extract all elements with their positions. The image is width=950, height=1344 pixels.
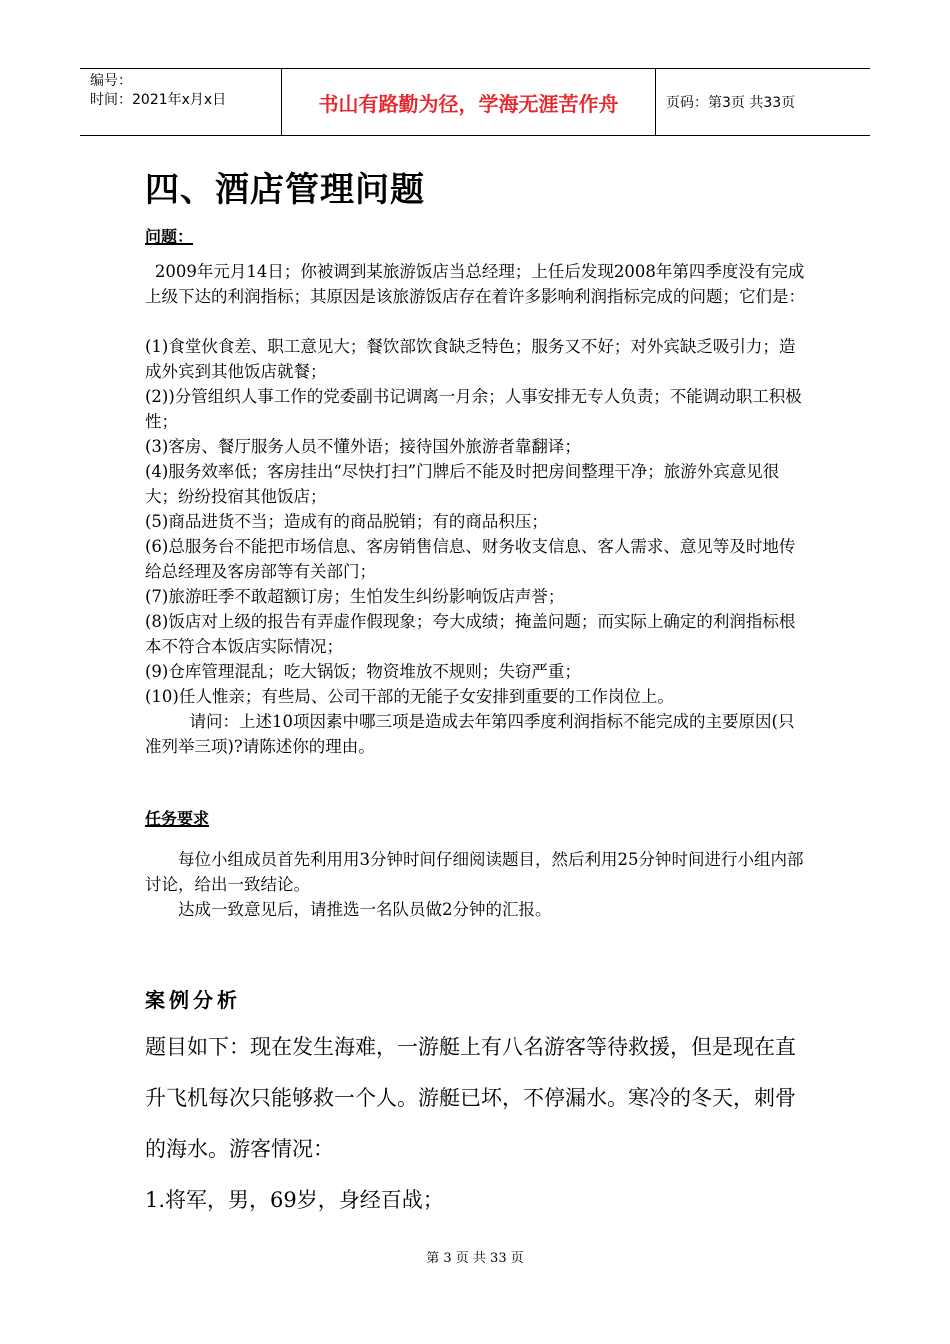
problem-question: 请问：上述10项因素中哪三项是造成去年第四季度利润指标不能完成的主要原因(只准列举三项)?请陈述你的理由。 <box>145 712 795 756</box>
problem-item: (4)服务效率低；客房挂出“尽快打扫”门牌后不能及时把房间整理干净；旅游外宾意见很大；纷纷投宿其他饭店； <box>145 462 780 506</box>
page-header <box>80 68 870 136</box>
problem-item: (2))分管组织人事工作的党委副书记调离一月余；人事安排无专人负责；不能调动职工积极性； <box>145 387 802 431</box>
problem-item: (5)商品进货不当；造成有的商品脱销；有的商品积压； <box>145 512 548 531</box>
problem-intro: 2009年元月14日；你被调到某旅游饭店当总经理；上任后发现2008年第四季度没有完成上级下达的利润指标；其原因是该旅游饭店存在着许多影响利润指标完成的问题；它们是： <box>145 262 805 306</box>
time-label: 时间：2021年x月x日 <box>90 92 227 108</box>
problem-item: (8)饭店对上级的报告有弄虚作假现象；夸大成绩；掩盖问题；而实际上确定的利润指标根本不符合本饭店实际情况； <box>145 612 796 656</box>
task-heading: 任务要求 <box>145 809 210 828</box>
problem-item: (6)总服务台不能把市场信息、客房销售信息、财务收支信息、客人需求、意见等及时地传给总经理及客房部等有关部门； <box>145 537 796 581</box>
task-line: 每位小组成员首先利用用3分钟时间仔细阅读题目，然后利用25分钟时间进行小组内部讨论，给出一致结论。 <box>145 850 804 894</box>
task-line: 达成一致意见后，请推选一名队员做2分钟的汇报。 <box>178 900 552 919</box>
case-item: 1.将军，男，69岁，身经百战； <box>145 1188 444 1212</box>
case-body <box>145 1022 810 1226</box>
case-heading: 案例分析 <box>145 988 241 1012</box>
task-body <box>145 847 810 922</box>
problem-item: (10)任人惟亲；有些局、公司干部的无能子女安排到重要的工作岗位上。 <box>145 687 674 706</box>
problem-item: (1)食堂伙食差、职工意见大；餐饮部饮食缺乏特色；服务又不好；对外宾缺乏吸引力；造成外宾到其他饭店就餐； <box>145 337 796 381</box>
case-text: 题目如下：现在发生海难，一游艇上有八名游客等待救援，但是现在直升飞机每次只能够救一个人。游艇已坏，不停漏水。寒冷的冬天，刺骨的海水。游客情况： <box>145 1035 796 1161</box>
problem-body <box>145 259 810 759</box>
problem-heading: 问题： <box>145 227 194 246</box>
problem-item: (3)客房、餐厅服务人员不懂外语；接待国外旅游者靠翻译； <box>145 437 581 456</box>
problem-item: (7)旅游旺季不敢超额订房；生怕发生纠纷影响饭店声誉； <box>145 587 565 606</box>
page-footer: 第 3 页 共 33 页 <box>426 1251 524 1266</box>
number-label: 编号： <box>90 73 132 89</box>
header-page-info: 页码：第3页 共33页 <box>666 95 796 111</box>
problem-item: (9)仓库管理混乱；吃大锅饭；物资堆放不规则；失窃严重； <box>145 662 581 681</box>
header-motto: 书山有路勤为径，学海无涯苦作舟 <box>282 69 656 135</box>
page-title: 四、酒店管理问题 <box>145 170 425 210</box>
header-meta <box>80 69 282 135</box>
